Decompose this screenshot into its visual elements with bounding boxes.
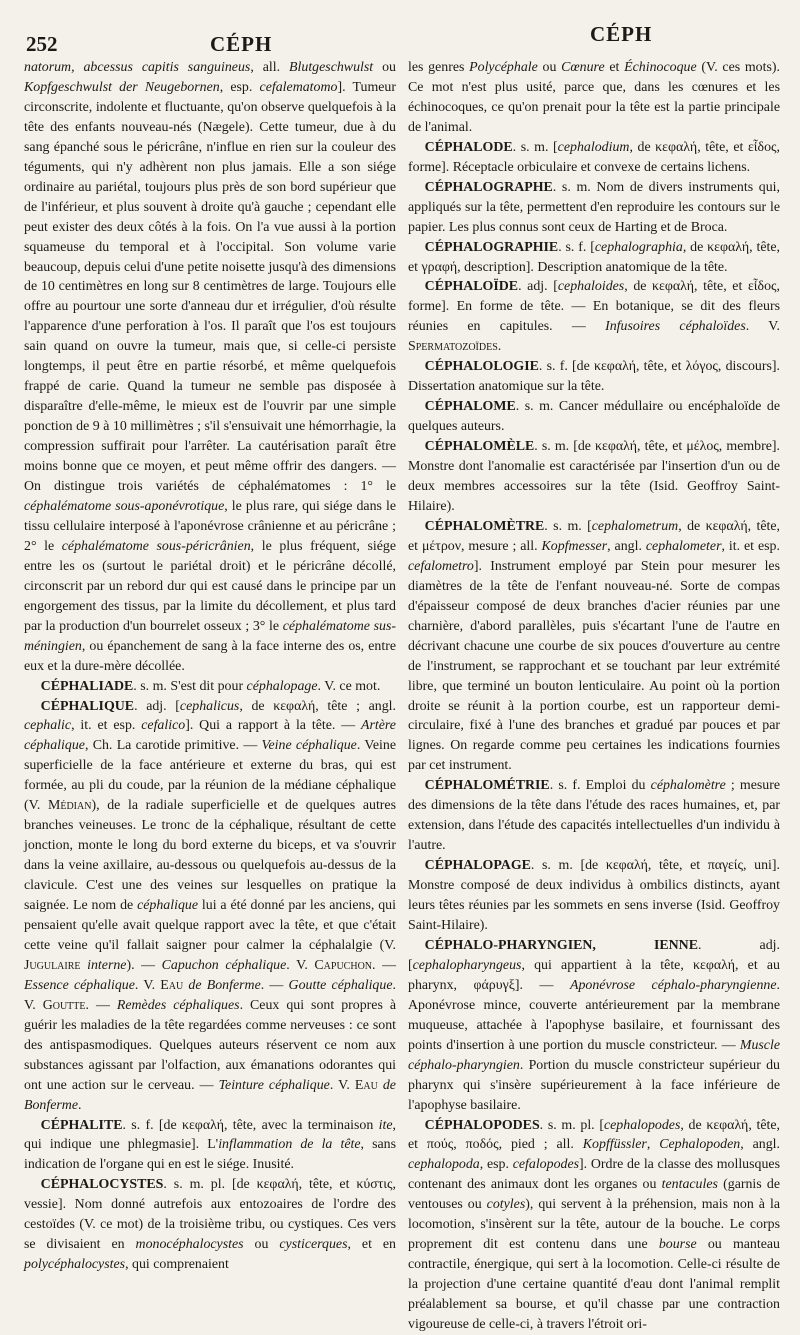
body-text: . s. m. Nom de divers instruments qui, appliqués sur la tête, permettent d'en reproduire les contours sur le papier. Les plus connus sont ceux de Harting et de Broca. <box>408 179 780 235</box>
entry-headword: CÉPHALOME <box>424 399 516 415</box>
body-text: et <box>604 60 625 75</box>
body-text: . s. f. [ <box>558 239 595 255</box>
italic-text: cephalopodes <box>603 1117 681 1133</box>
italic-text: céphalopage <box>246 678 318 694</box>
body-text: . s. m. [ <box>544 518 592 534</box>
italic-text: cephalometer <box>645 538 722 554</box>
body-text: ou <box>373 60 396 75</box>
italic-text: cefalopodes <box>512 1157 580 1173</box>
dictionary-entry <box>408 517 780 776</box>
small-caps-reference: Goutte <box>42 997 86 1013</box>
body-text: . Aponévrose mince, couverte antérieurement par la membrane muqueuse, attachée à l'apophyse basilaire, et fournissant des points d'insertion à une portion du muscle constricteur. — <box>408 977 780 1053</box>
body-text: , angl. <box>607 538 646 554</box>
right-column <box>408 58 780 1335</box>
body-text: lui a été donné par les anciens, qui pensaient qu'elle avait quelque rapport avec la tête, et que c'était cette veine qu'il fallait saigner pour calmer la céphalalgie (V. <box>24 898 396 953</box>
entry-headword: CÉPHALOÏDE <box>424 279 519 295</box>
italic-text: cephaloides <box>557 279 625 295</box>
left-column <box>24 58 396 1335</box>
body-text: , sans indication de l'organe qui en est le siége. Inusité. <box>24 1137 397 1173</box>
body-text: . s. m. [de κεφαλή, tête, et μέλος, membre]. Monstre dont l'anomalie est caractérisée par l'insertion d'un ou de deux membres accessoires sur la tête (Isid. Geoffroy Saint-Hilaire). <box>408 439 780 514</box>
body-text: ; mesure des dimensions de la tête dans l'étude des races humaines, et, par extension, dans l'étude des capacités intellectuelles d'un individu à l'autre. <box>408 778 781 854</box>
body-text: . — <box>85 997 117 1013</box>
italic-text: cefalico <box>141 718 186 734</box>
dictionary-entry <box>24 1116 396 1176</box>
body-text: . Veine superficielle de la face antérieure et externe du bras, qui est formée, au pli du coude, par la réunion de la médiane céphalique (V. <box>24 738 396 814</box>
italic-text: cephalographia <box>594 239 683 255</box>
entry-headword: CÉPHALOMÈLE <box>424 439 535 455</box>
italic-text: Kopfmesser <box>541 538 608 554</box>
body-text: ]. Tumeur circonscrite, indolente et fluctuante, qu'on observe quelquefois à la tête des enfants nouveau-nés (Nægele). Cette tumeur, due à du sang épanché sous le péricrâne, n'influe en rien sur la couleur des téguments, qui n'y adhèrent non plus jamais. Elle a son siége ordinaire au pariétal, toujours plus près de son bord supérieur que de l'inférieur, et plus souvent à droite qu'à gauche ; cependant elle peut exister des deux côtés à la fois. On l'a vue aussi à la portion squameuse du temporal et à l'occipital. Son volume varie beaucoup, depuis celui d'une petite noisette jusqu'à des dimensions de 10 centimètres en long sur 8 centimètres de large. Toujours elle offre au pourtour une sorte d'anneau dur et irrégulier, d'où résulte l'apparence d'une perforation à l'os. Il paraît que l'os est toujours sain quand on ouvre la tumeur, mais que, si celle-ci persiste longtemps, il peut être en partie résorbé, et même quelquefois frappé de carie. Quand la tumeur ne semble pas disposée à disparaître d'elle-même, le mieux est de l'ouvrir par une simple ponction de 9 à 10 millimètres ; s'il s'ensuivait une hémorrhagie, la compression suffirait pour l'arrêter. La cautérisation paraît être moins bonne que ce moyen, et peut même offrir des dangers. — On distingue trois variétés de céphalématomes : 1° le <box>24 79 396 495</box>
page-header <box>24 18 780 58</box>
entry-headword: CÉPHALOLOGIE <box>424 359 539 375</box>
body-text: , le plus rare, qui siége dans le tissu cellulaire interposé à l'aponévrose crânienne et au péricrâne ; 2° le <box>24 498 396 554</box>
italic-text: céphalématome sus-méningien <box>24 618 396 654</box>
body-text: . s. f. Emploi du <box>549 778 651 794</box>
body-text: ]. Ordre de la classe des mollusques contenant des animaux dont les organes ou <box>408 1157 780 1193</box>
body-text: . — <box>372 957 396 973</box>
dictionary-entry <box>408 856 780 936</box>
italic-text: céphalomètre <box>650 778 726 794</box>
body-text: , esp. <box>479 1157 513 1173</box>
entry-headword: CÉPHALOCYSTES <box>40 1177 164 1193</box>
entry-headword: CÉPHALOGRAPHE <box>424 179 553 195</box>
italic-text: inflammation de la tête <box>218 1137 361 1153</box>
dictionary-entry <box>24 697 396 1116</box>
italic-text: bourse <box>658 1237 697 1253</box>
body-text: . s. m. [de κεφαλή, tête, et παγείς, uni]. Monstre composé de deux individus à ombilics distincts, ayant leurs têtes réunies par les sommets en sens inverse (Isid. Geoffroy Saint-Hilaire). <box>408 858 780 933</box>
body-text: . adj. [ <box>408 937 780 973</box>
body-text: ]. Qui a rapport à la tête. — <box>185 718 361 734</box>
body-text: . s. m. [ <box>512 139 558 155</box>
dictionary-entry <box>408 178 780 238</box>
italic-text: Kopfgeschwulst der Neugebornen <box>24 79 220 95</box>
italic-text: cephalopoda <box>408 1157 480 1173</box>
entry-headword: CÉPHALITE <box>40 1117 123 1133</box>
dictionary-entry <box>408 277 780 357</box>
entry-headword: CÉPHALO-PHARYNGIEN, IENNE <box>424 937 698 953</box>
body-text: , de κεφαλή, tête ; angl. <box>239 698 396 714</box>
body-text: . adj. [ <box>518 279 558 295</box>
italic-text: monocéphalocystes <box>135 1237 244 1253</box>
dictionary-entry <box>24 677 396 697</box>
body-text: . V. <box>329 1077 355 1093</box>
italic-text: de Bonferme <box>188 977 261 993</box>
body-text: . adj. [ <box>134 698 180 714</box>
body-text: . Portion du muscle constricteur supérieur du pharynx qui s'insère supérieurement à la face inférieure de l'apophyse basilaire. <box>408 1057 780 1113</box>
body-text: . — <box>260 977 289 993</box>
small-caps-reference: Jugulaire <box>24 957 81 973</box>
dictionary-entry <box>24 1175 396 1275</box>
dictionary-entry <box>408 238 780 278</box>
italic-text: interne <box>87 957 127 973</box>
body-text: ou manteau contractile, énergique, qui sert à la locomotion. Celle-ci résulte de la projection d'une certaine quantité d'eau dont l'animal remplit préalablement sa bourse, et qu'il chasse par une contraction vigoureuse de celle-ci, à travers l'étroit ori- <box>408 1237 780 1333</box>
entry-headword: CÉPHALODE <box>424 139 513 155</box>
body-text: , de κεφαλή, tête, et μέτρον, mesure ; all. <box>408 518 780 554</box>
italic-text: céphalématome sous-péricrânien <box>61 538 251 554</box>
italic-text: ite <box>378 1117 393 1133</box>
running-head-right: CÉPH <box>590 22 653 46</box>
body-text: , <box>646 1137 660 1153</box>
body-text: , de κεφαλή, tête, et εἶδος, forme]. En forme de tête. — En botanique, se dit des fleurs réunies en capitules. — <box>408 279 780 335</box>
italic-text: cephalic <box>24 718 72 734</box>
body-text: . V. <box>24 977 396 1013</box>
running-head-left: CÉPH <box>210 32 273 56</box>
body-text: , de κεφαλή, tête, et εἶδος, forme]. Réceptacle orbiculaire et convexe de certains lichens. <box>408 139 780 175</box>
italic-text: céphalique <box>137 898 199 914</box>
italic-text: cotyles <box>486 1197 526 1213</box>
italic-text: cefalematomo <box>259 79 338 95</box>
body-text: , it. et esp. <box>721 538 780 554</box>
italic-text: cysticerques <box>279 1237 348 1253</box>
small-caps-reference: Médian <box>48 798 92 814</box>
body-text: , et en <box>347 1237 397 1253</box>
body-text: , angl. <box>740 1137 780 1153</box>
body-text: ]. Instrument employé par Stein pour mesurer les diamètres de la tête de l'enfant nouveau-né. Sorte de compas d'épaisseur composé de deux branches d'acier réunies par une charnière, d'abord parallèles, puis s'écartant l'une de l'autre en décrivant chacune une courbe de six pouces d'ouverture au centre de l'instrument, se rapprochant et se touchant par leur extrémité libre, que terminé un bouton lenticulaire. Au point où la portion droite se réunit à la portion courbe, est un rapporteur demi-circulaire, fixé à l'une des branches et gradué par pouces et par lignes. On regarde comme peu certaines les indications fournies par cet instrument. <box>408 558 780 774</box>
body-text: , Ch. La carotide primitive. — <box>84 738 262 754</box>
italic-text: Infusoires céphaloïdes <box>605 319 746 335</box>
body-text: . <box>497 339 502 355</box>
body-text: . <box>78 1097 82 1113</box>
italic-text: cephalometrum <box>591 518 679 534</box>
body-text: (garnis de ventouses ou <box>408 1177 780 1213</box>
body-text: , it. et esp. <box>71 718 142 734</box>
dictionary-entry <box>408 138 780 178</box>
small-caps-reference: Eau <box>354 1077 378 1093</box>
body-text: ou <box>537 60 562 75</box>
small-caps-reference: Eau <box>160 977 184 993</box>
body-text: . s. f. [de κεφαλή, tête, avec la terminaison <box>122 1117 379 1133</box>
italic-text: céphalématome sous-aponévrotique <box>24 498 225 514</box>
italic-text: natorum, abcessus capitis sanguineus <box>24 60 251 75</box>
body-text: , le plus fréquent, siége entre les os (surtout le pariétal droit) et le péricrâne décollé, circonscrit par un rebord dur qui est causé dans le principe par un engorgement des tissus, par la limite du décollement, et plus tard par la production d'un bourrelet osseux ; 3° le <box>24 538 396 634</box>
body-text: , de κεφαλή, tête, et γραφή, description]. Description anatomique de la tête. <box>408 239 780 275</box>
italic-text: Veine céphalique <box>261 738 357 754</box>
italic-text: polycéphalocystes <box>24 1257 126 1273</box>
italic-text: cephalodium <box>557 139 630 155</box>
body-text: . s. m. pl. [de κεφαλή, tête, et κύστις, vessie]. Nom donné autrefois aux entozoaires de l'ordre des cestoïdes (V. ce mot) de la troisième tribu, ou cystiques. Ces vers se divisaient en <box>24 1177 396 1253</box>
italic-text: Aponévrose céphalo-pharyngienne <box>569 977 777 993</box>
body-text: ), de la radiale superficielle et de quelques autres branches veineuses. Le tronc de la céphalique, résultant de cette jonction, monte le long du bord externe du biceps, et va s'ouvrir dans la veine axillaire, au-dessous ou quelquefois au-dessus de la clavicule. C'est une des veines sur lesquelles on pratique la saignée. Le nom de <box>24 798 396 914</box>
italic-text: Remèdes céphaliques <box>116 997 240 1013</box>
continued-paragraph <box>408 58 780 138</box>
italic-text: Muscle céphalo-pharyngien <box>408 1037 780 1073</box>
body-text: ). — <box>126 957 162 973</box>
dictionary-entry <box>408 437 780 517</box>
italic-text: cephalicus <box>179 698 240 714</box>
entry-headword: CÉPHALOGRAPHIE <box>424 239 559 255</box>
entry-headword: CÉPHALIADE <box>40 678 134 694</box>
dictionary-entry <box>408 397 780 437</box>
body-text: , qui appartient à la tête, κεφαλή, et au pharynx, φάρυγξ]. — <box>408 957 780 993</box>
dictionary-entry <box>408 936 780 1116</box>
body-text: ou <box>243 1237 280 1253</box>
body-text: . s. m. pl. [ <box>539 1117 604 1133</box>
small-caps-reference: Spermatozoïdes <box>408 339 498 355</box>
body-text: , all. <box>250 60 290 75</box>
entry-headword: CÉPHALOPAGE <box>424 858 531 874</box>
body-text: . Ceux qui sont propres à guérir les maladies de la tête regardées comme nerveuses : ce sont des antispasmodiques. Quelques auteurs réservent ce nom aux substances agissant par l'olfaction, aux émanations odorantes qui ont une action sur le cerveau. — <box>24 997 397 1093</box>
italic-text: Goutte céphalique <box>288 977 393 993</box>
body-text: . V. ce mot. <box>317 678 381 694</box>
body-text: . V. <box>745 319 780 335</box>
entry-headword: CÉPHALIQUE <box>40 698 135 714</box>
entry-headword: CÉPHALOMÉTRIE <box>424 778 550 794</box>
italic-text: Capuchon céphalique <box>161 957 287 973</box>
body-text: , esp. <box>219 79 260 95</box>
body-text: (V. ces mots). Ce mot n'est plus usité, parce que, dans les cœnures et les échinocoques, ce qu'on prenait pour la tête est la partie principale de l'animal. <box>408 60 780 135</box>
body-text: , de κεφαλή, tête, et πούς, ποδός, pied ; all. <box>408 1117 781 1153</box>
italic-text: de Bonferme <box>24 1077 396 1113</box>
italic-text: Polycéphale <box>469 60 538 75</box>
body-text: ), qui servent à la préhension, mais non à la locomotion, s'insèrent sur la tête, autour de la bouche. Le corps proprement dit est contenu dans une <box>408 1197 780 1253</box>
italic-text: Artère céphalique <box>24 718 396 754</box>
body-text: , qui indique une phlegmasie]. L' <box>24 1117 396 1153</box>
entry-headword: CÉPHALOMÈTRE <box>424 518 545 534</box>
body-text: . s. m. S'est dit pour <box>133 678 247 694</box>
italic-text: Teinture céphalique <box>218 1077 330 1093</box>
body-text: , ou épanchement de sang à la face interne des os, entre eux et la dure-mère décollée. <box>24 638 396 674</box>
italic-text: tentacules <box>661 1177 718 1193</box>
dictionary-entry <box>408 776 780 856</box>
body-text: , qui comprenaient <box>125 1257 229 1273</box>
body-text: . s. m. Cancer médullaire ou encéphaloïde de quelques auteurs. <box>408 399 780 435</box>
continued-paragraph <box>24 58 396 677</box>
body-text: . V. <box>134 977 161 993</box>
italic-text: Cephalopoden <box>659 1137 741 1153</box>
small-caps-reference: Capuchon <box>314 957 373 973</box>
italic-text: cefalometro <box>408 558 474 574</box>
italic-text: Blutgeschwulst <box>289 60 374 75</box>
body-text: . s. f. [de κεφαλή, tête, et λόγος, discours]. Dissertation anatomique sur la tête. <box>408 359 780 395</box>
italic-text: Essence céphalique <box>24 977 135 993</box>
italic-text: Échinocoque <box>624 60 697 75</box>
page-number: 252 <box>26 32 58 56</box>
body-text: . V. <box>286 957 315 973</box>
body-text: les genres <box>408 60 470 75</box>
italic-text: Cœnure <box>561 60 605 75</box>
entry-headword: CÉPHALOPODES <box>424 1117 540 1133</box>
dictionary-entry <box>408 357 780 397</box>
italic-text: cephalopharyngeus <box>412 957 522 973</box>
dictionary-entry <box>408 1116 780 1335</box>
italic-text: Kopffüssler <box>582 1137 647 1153</box>
text-columns <box>24 58 780 1335</box>
